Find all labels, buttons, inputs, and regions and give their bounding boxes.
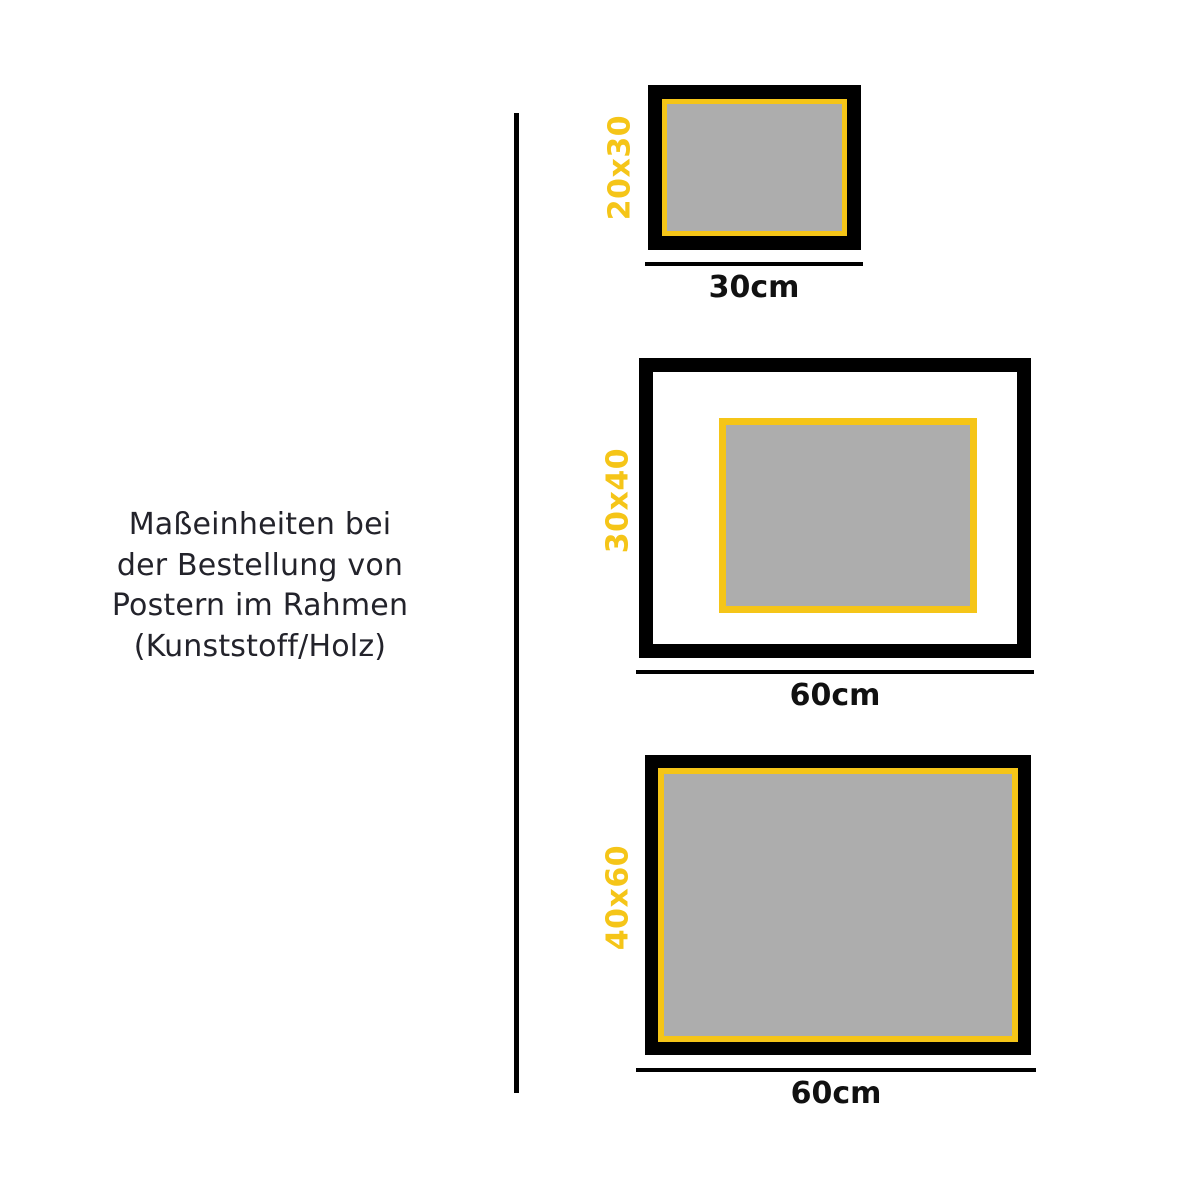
caption-line-4: (Kunststoff/Holz) (133, 628, 387, 664)
caption-line-1: Maßeinheiten bei (128, 507, 392, 542)
size-label-20x30: 20x30 (602, 114, 638, 221)
frame-diagram-40x60 (645, 755, 1031, 1055)
frame-border-30x40 (639, 358, 1031, 658)
size-label-30x40: 30x40 (600, 447, 636, 554)
caption-line-3: Postern im Rahmen (111, 588, 409, 623)
width-label-40x60: 60cm (790, 1076, 882, 1111)
width-measure-bar-40x60 (636, 1068, 1036, 1072)
caption-line-2: der Bestellung von (116, 547, 404, 583)
poster-area-40x60 (658, 768, 1018, 1042)
frame-border-40x60 (645, 755, 1031, 1055)
poster-area-30x40 (719, 418, 977, 613)
width-measure-bar-30x40 (636, 670, 1034, 674)
size-label-40x60: 40x60 (600, 844, 636, 951)
frame-diagram-20x30 (648, 85, 861, 250)
frame-border-20x30 (648, 85, 861, 250)
frame-diagram-30x40 (639, 358, 1031, 658)
vertical-divider (514, 113, 519, 1093)
diagram-caption (60, 505, 460, 667)
poster-area-20x30 (662, 99, 847, 236)
width-label-20x30: 30cm (708, 270, 800, 305)
width-label-30x40: 60cm (789, 678, 881, 713)
width-measure-bar-20x30 (645, 262, 863, 266)
